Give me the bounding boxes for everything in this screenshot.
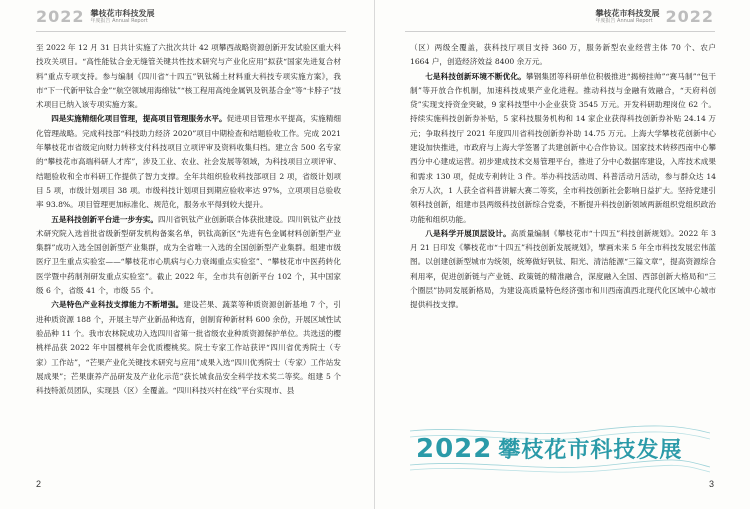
right-page-header [589,8,714,26]
left-page-header [36,8,161,26]
left-body-text [36,41,341,398]
paragraph: 七是科技创新环境不断优化。攀钢集团等科研单位积极推进“揭榜挂帅”“赛马制”“包干制”等开放合作机制，加速科技成果产业化进程。推动科技与金融有效融合，“天府科创贷”实现支持资金突破，9 家科技型中小企业获贷 3545 万元。开发科研助理岗位 62 个。持续实施科技创新券补贴，5 家科技服务机构和 14 家企业获得科技创新券补贴 24.14 万元；争取科技厅 2021 年度四川省科技创新券补助 14.75 万元。上海大学攀枝花创新中心建设加快推进，市政府与上海大学签署了共建创新中心合作协议。国家技术转移西南中心攀西分中心建成运营。初步建成技术交易管理平台，推进了分中心数据库建设，入库技术成果和需求 130 项，促成专利转让 3 件。举办科技活动周、科普活动月活动，参与群众达 14 余万人次，1 人获全省科普讲解大赛二等奖，全市科技创新社会影响日益扩大。坚持党建引领科技创新，组建市县两级科技创新综合党委，不断提升科技创新领域两新组织党组织政治功能和组织功能。 [410,71,716,224]
paragraph: 八是科学开展顶层设计。高质量编制《攀枝花市“十四五”科技创新规划》。2022 年 3 月 21 日印发《攀枝花市“十四五”科技创新发展规划》，擘画未来 5 年全市科技发展宏伟蓝图。以创建创新型城市为统领，统筹做好钒钛、阳光、清洁能源“三篇文章”，提高资源综合利用率，促进创新链与产业链、政策链的精准融合，深度融入全国、西部创新大格局和“三个圈层”协同发展新格局，为建设高质量特色经济强市和川西南滇西北现代化区域中心城市提供科技支撑。 [410,228,717,310]
paragraph: （区）两级全覆盖，获科技厅项目支持 360 万，服务新型农业经营主体 70 个、农户 1664 户，创造经济效益 8400 余万元。 [410,43,716,67]
paragraph: 四是实施精细化项目管理，提高项目管理服务水平。促进项目管理水平提高，实施精细化管理战略。完成科技部“科技助力经济 2020”项目中期检查和结题验收工作。完成 2021 年攀枝花市省级定向财力转移支付科技项目立项评审及资料收集归档。建立含 500 名专家的“攀枝花市高端科研人才库”，涉及工业、农业、社会发展等领域，为科技项目立项评审、结题验收和全市科研工作提供了智力支撑。全年共组织验收科技部项目 2 项，省级计划项目 5 项，市级计划项目 38 项。市级科技计划项目到期应验收率达 97%，立项项目总验收率 93.8%。项目管理更加标准化、规范化，服务水平得到较大提升。 [36,114,342,210]
paragraph: 至 2022 年 12 月 31 日共计实施了六批次共计 42 项攀西战略资源创新开发试验区重大科技攻关项目。“高性能钛合金无缝管关键共性技术研究与产业化应用”拟获“国家先进复合材料”重点专项支持。参与编制《四川省“十四五”钒钛稀土材料重大科技专项实施方案》，我市“下一代新甲钛合金”“航空领域用海绵钛”“核工程用高纯金属钒及钒基合金”等“卡脖子”技术项目已纳入该专项实施方案。 [36,43,341,110]
header-year: 2022 [36,7,85,26]
paragraph-lead: 五是科技创新平台进一步夯实。 [51,214,158,224]
paragraph-lead: 七是科技创新环境不断优化。 [425,71,526,81]
header-year: 2022 [665,7,714,26]
header-subtitle: 年度报告 Annual Report [90,18,148,24]
paragraph-lead: 八是科学开展顶层设计。 [425,228,511,238]
right-body-text [410,41,716,313]
banner-year: 2022 [416,434,493,464]
paragraph: 五是科技创新平台进一步夯实。四川省钒钛产业创新联合体获批建设。四川钒钛产业技术研究院入选首批省级新型研发机构备案名单，钒钛高新区“先进有色金属材料创新型产业集群”成功入选全国创新型产业集群，成为全省唯一入选的全国创新型产业集群。组建市级医疗卫生重点实验室——“攀枝花市心肌病与心力衰竭重点实验室”、“攀枝花市中医药转化医学暨中药制剂研发重点实验室”。截止 2022 年，全市共有创新平台 102 个，其中国家级 6 个，省级 41 个，市级 55 个。 [36,214,342,296]
right-page [375,0,750,509]
paragraph: 六是特色产业科技支撑能力不断增强。建设芒果、蔬菜等种质资源创新基地 7 个，引进种质资源 188 个，开展主导产业新品种选育，创制育种新材料 600 余份，开展区域性试验品种 11 个。我市农林院成功入选四川省第一批省级农业种质资源保护单位。共选送的樱桃样品获 2022 年中国樱桃年会优质樱桃奖。院士专家工作站获评“四川省优秀院士（专家）工作站”，“芒果产业化关键技术研究与应用”成果入选“四川优秀院士（专家）工作站发展成果”；芒果康养产品研发及产业化示范”获长城食品安全科学技术奖二等奖。组建 5 个科技特派员团队，实现县（区）全覆盖。“四川科技兴村在线”平台实现市、县 [36,300,341,396]
header-title: 攀枝花市科技发展 [595,9,660,18]
paragraph-lead: 六是特色产业科技支撑能力不断增强。 [51,300,184,310]
page-number: 2 [36,479,42,489]
paragraph-lead: 四是实施精细化项目管理，提高项目管理服务水平。 [51,114,227,124]
banner-title: 攀枝花市科技发展 [498,437,683,463]
header-title: 攀枝花市科技发展 [90,9,155,18]
header-subtitle: 年度报告 Annual Report [595,18,653,24]
decorative-banner [410,425,710,473]
page-number: 3 [708,479,714,489]
header-divider [405,31,715,32]
header-divider [36,31,346,32]
